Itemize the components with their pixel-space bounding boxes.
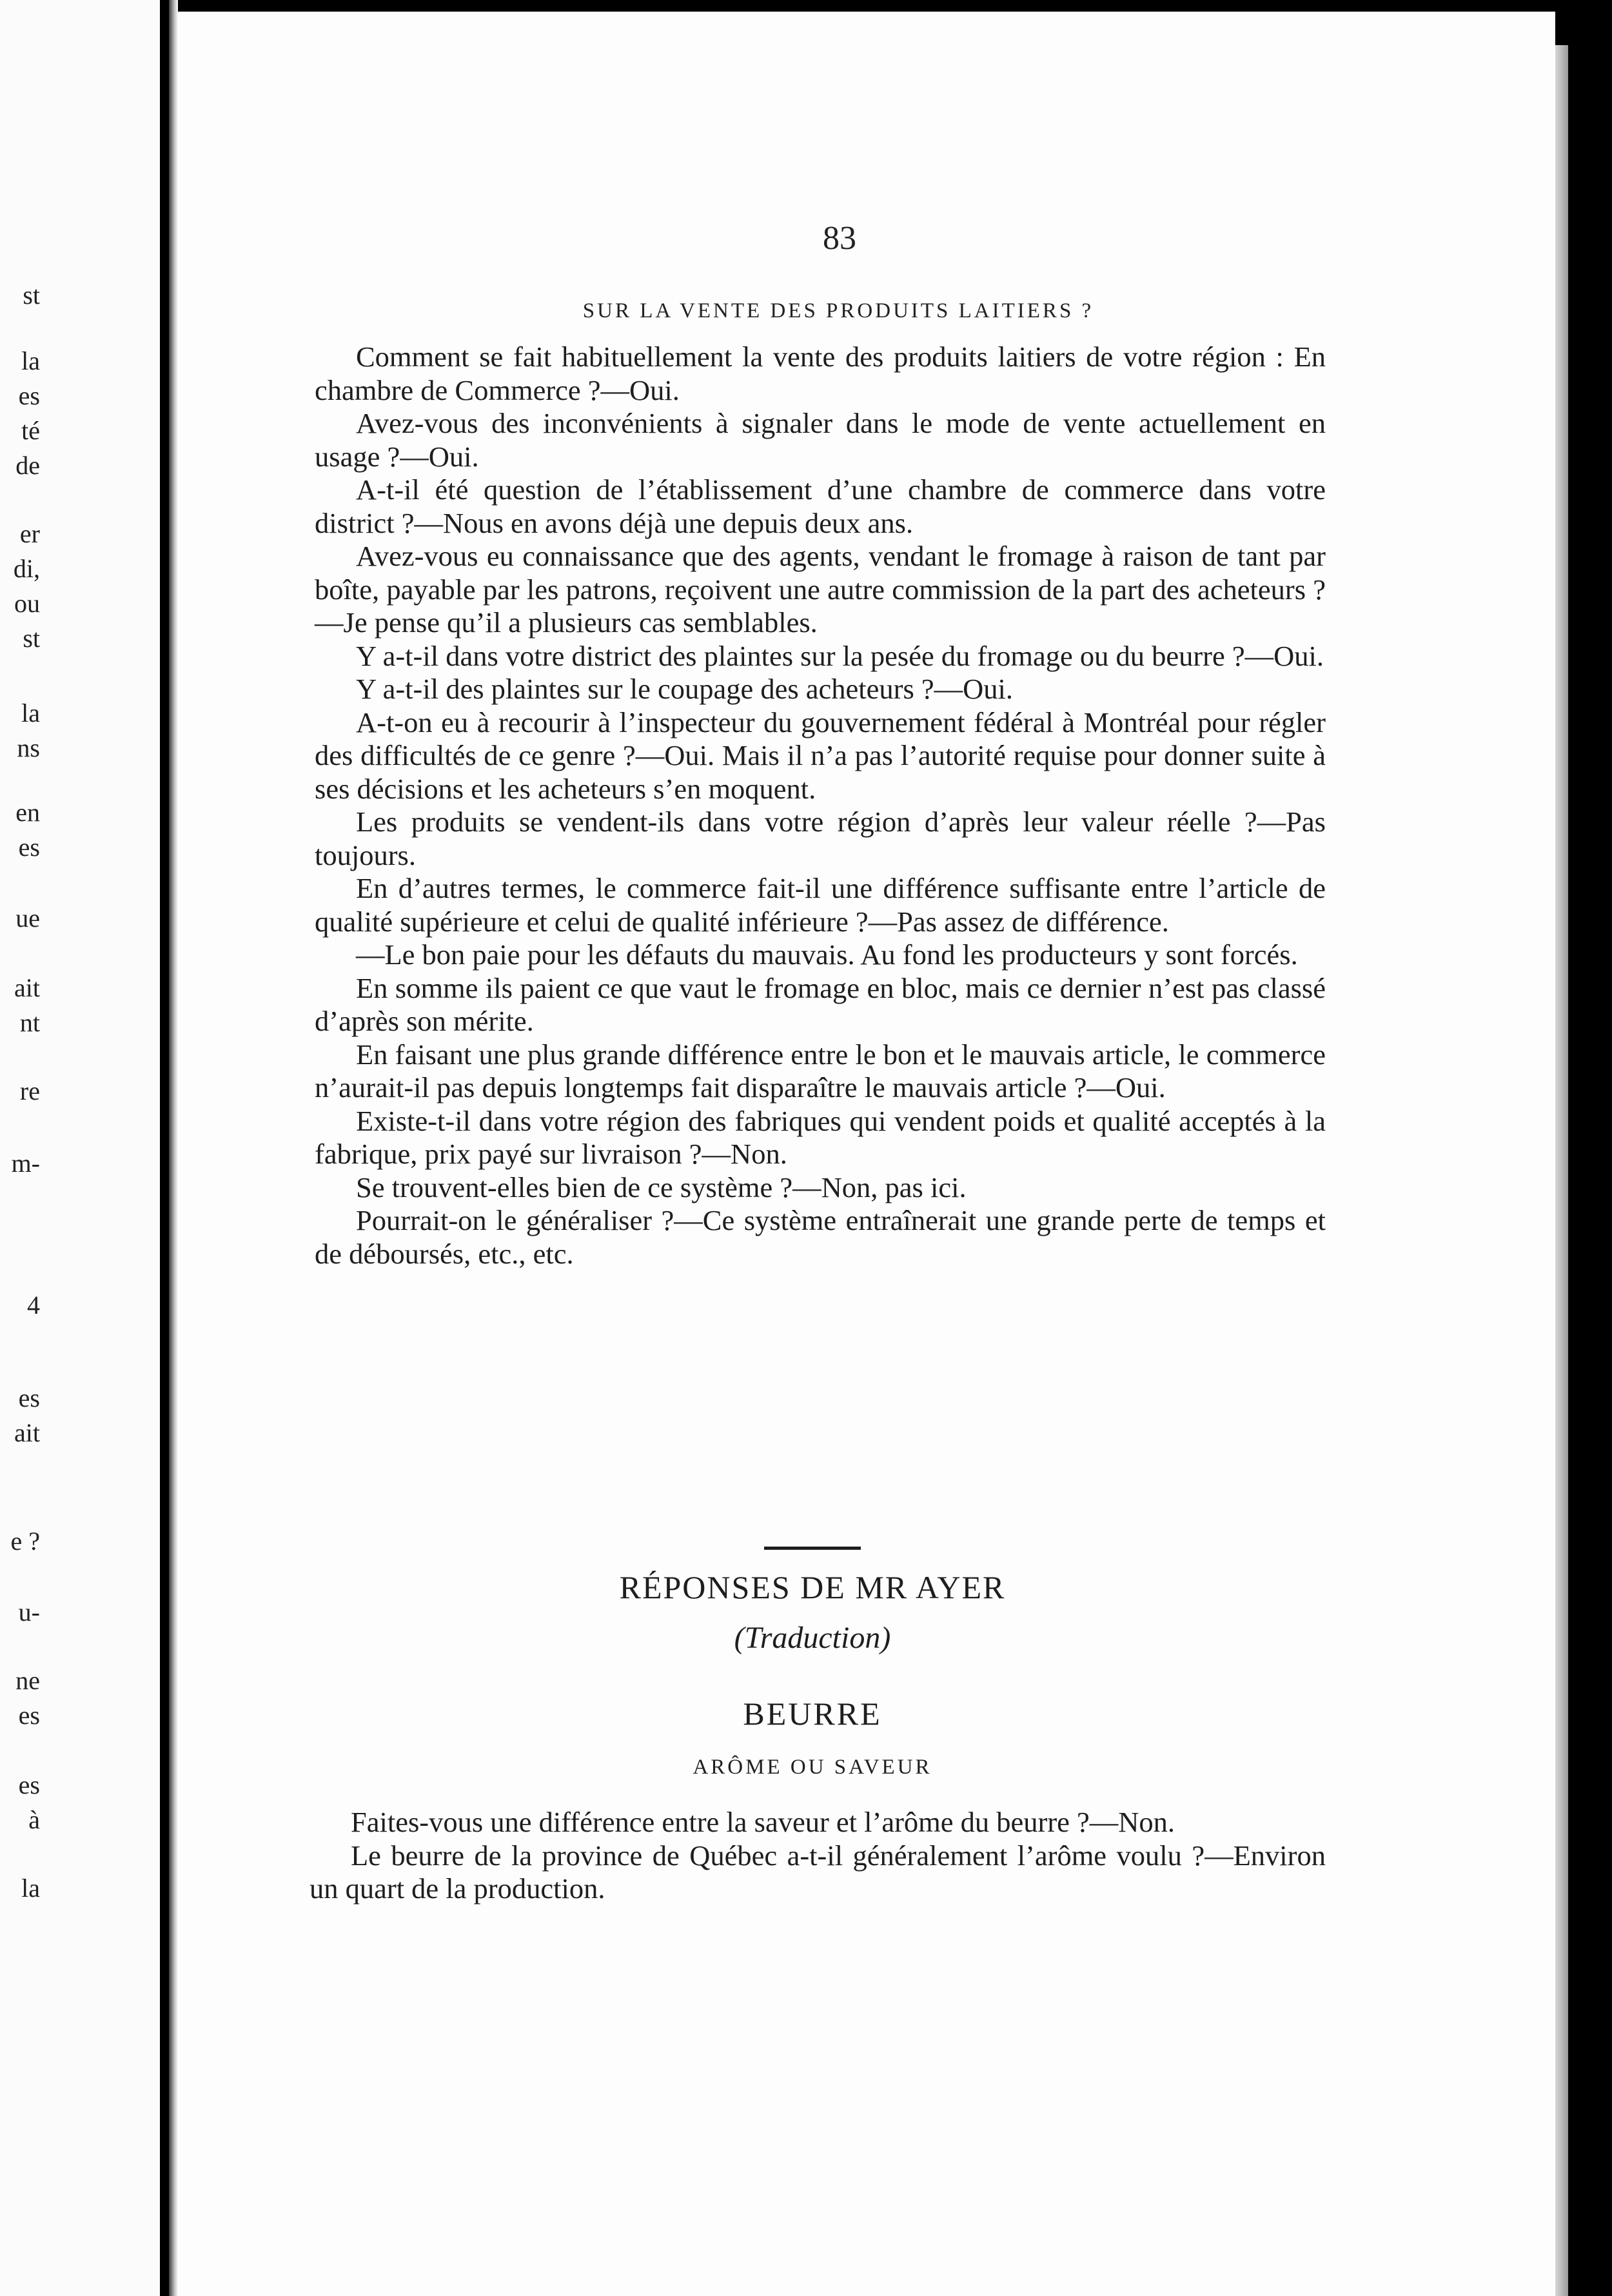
paragraph: Se trouvent-elles bien de ce système ?—Non, pas ici. (356, 1171, 967, 1203)
left-page-text: es (18, 1770, 40, 1799)
left-page-fragment (0, 0, 160, 2296)
left-page-text: à (28, 1805, 40, 1834)
left-page-text: la (21, 1874, 40, 1903)
paragraph: —Le bon paie pour les défauts du mauvais. Au fond les producteurs y sont forcés. (356, 938, 1298, 971)
left-page-text: la (21, 698, 40, 727)
left-page-text: er (19, 519, 40, 548)
left-page-text: es (18, 381, 40, 410)
left-page-text: de (15, 451, 40, 480)
left-page-text: u- (18, 1598, 40, 1627)
left-page-text: ue (15, 904, 40, 933)
left-page-text: la (21, 346, 40, 375)
book-gutter (169, 0, 178, 2296)
left-page-text: té (21, 416, 40, 445)
paragraph: A-t-on eu à recourir à l’inspecteur du gouvernement fédéral à Montréal pour régler des difficultés de ce genre ?—Oui. Mais il n’a pas l’autorité requise pour donner suite à ses décisions et les acheteurs s’en moquent. (315, 706, 1326, 805)
left-page-text: es (18, 1701, 40, 1730)
left-page-text: ait (14, 973, 40, 1002)
left-page-text: nt (19, 1008, 40, 1037)
paragraph: Avez-vous des inconvénients à signaler dans le mode de vente actuellement en usage ?—Oui. (315, 407, 1326, 473)
subheading-arome: ARÔME OU SAVEUR (693, 1756, 932, 1779)
left-page-text: re (19, 1076, 40, 1105)
left-page-text: st (23, 281, 40, 310)
paragraph: En d’autres termes, le commerce fait-il une différence suffisante entre l’article de qualité supérieure et celui de qualité inférieure ?—Pas assez de différence. (315, 872, 1326, 938)
left-page-text: ns (17, 733, 40, 762)
paragraph: En faisant une plus grande différence entre le bon et le mauvais article, le commerce n’aurait-il pas depuis longtemps fait disparaître le mauvais article ?—Oui. (315, 1038, 1326, 1103)
left-page-text: en (15, 798, 40, 827)
left-page-text: es (18, 833, 40, 862)
heading-reponses: RÉPONSES DE MR AYER (619, 1569, 1006, 1605)
left-page-text: ne (15, 1666, 40, 1695)
paragraph: Existe-t-il dans votre région des fabriques qui vendent poids et qualité acceptés à la fabrique, prix payé sur livraison ?—Non. (315, 1104, 1326, 1170)
paragraph: Y a-t-il dans votre district des plaintes sur la pesée du fromage ou du beurre ?—Oui. (356, 639, 1324, 672)
left-page-text: e ? (10, 1527, 40, 1556)
left-page-text: m- (11, 1149, 40, 1178)
paragraph: Y a-t-il des plaintes sur le coupage des acheteurs ?—Oui. (356, 673, 1014, 705)
body-text (315, 341, 1326, 1271)
heading-beurre: BEURRE (743, 1696, 882, 1732)
left-page-text: ou (14, 589, 40, 618)
paragraph: Avez-vous eu connaissance que des agents, vendant le fromage à raison de tant par boîte, payable par les patrons, reçoivent une autre commission de la part des acheteurs ?—Je pense qu’il a plusieurs cas semblables. (315, 540, 1326, 638)
paragraph: Comment se fait habituellement la vente des produits laitiers de votre région : En chambre de Commerce ?—Oui. (315, 341, 1326, 406)
paragraph: A-t-il été question de l’établissement d’une chambre de commerce dans votre district ?—Nous en avons déjà une depuis deux ans. (315, 473, 1326, 539)
left-page-text: di, (13, 554, 40, 583)
body-text-beurre (310, 1806, 1326, 1906)
left-page-text: es (18, 1383, 40, 1412)
paragraph: Les produits se vendent-ils dans votre région d’après leur valeur réelle ?—Pas toujours. (315, 806, 1326, 871)
section-heading: SUR LA VENTE DES PRODUITS LAITIERS ? (582, 299, 1094, 322)
left-page-text: st (23, 624, 40, 653)
paragraph: Pourrait-on le généraliser ?—Ce système entraînerait une grande perte de temps et de déboursés, etc., etc. (315, 1204, 1326, 1270)
paragraph: Le beurre de la province de Québec a-t-il généralement l’arôme voulu ?—Environ un quart de la production. (310, 1839, 1326, 1905)
section-divider (764, 1547, 861, 1550)
left-page-text: 4 (27, 1291, 40, 1320)
heading-traduction: (Traduction) (734, 1621, 891, 1655)
page-edge-shadow (1555, 45, 1568, 2296)
paragraph: Faites-vous une différence entre la saveur et l’arôme du beurre ?—Non. (351, 1806, 1175, 1838)
left-page-text: ait (14, 1418, 40, 1447)
paragraph: En somme ils paient ce que vaut le fromage en bloc, mais ce dernier n’est pas classé d’après son mérite. (315, 971, 1326, 1037)
page-number: 83 (823, 220, 856, 257)
